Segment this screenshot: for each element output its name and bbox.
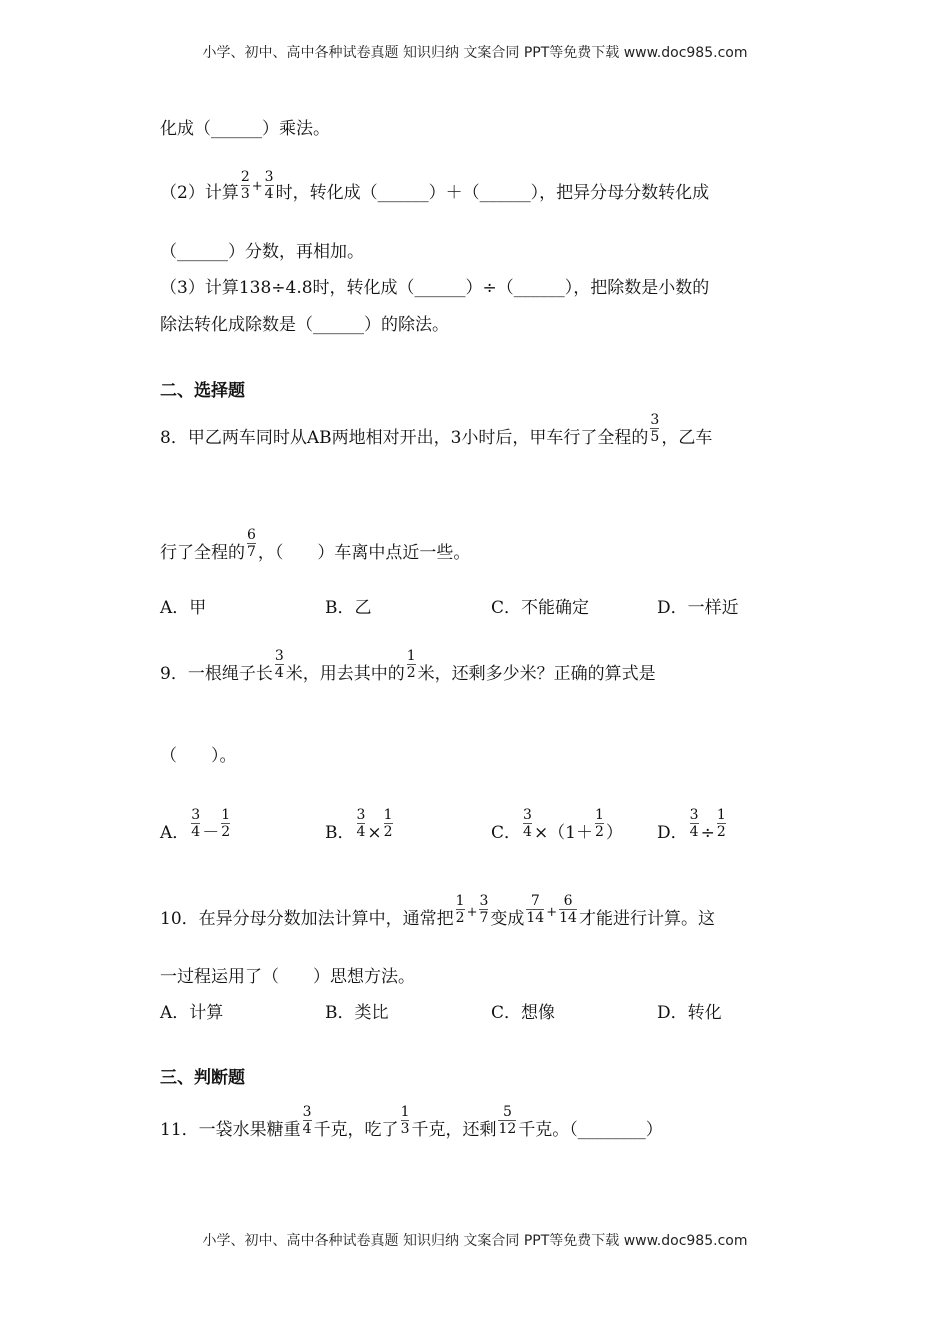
fraction: $\frac{3}{7}$ xyxy=(479,893,489,926)
fraction: $\frac{3}{4}$ xyxy=(356,807,366,840)
q10-line2: 一过程运用了（ ）思想方法。 xyxy=(160,967,415,987)
fraction: $\frac{1}{2}$ xyxy=(455,893,465,926)
q7-line1: 化成（______）乘法。 xyxy=(160,119,330,139)
q8-option-d: D．一样近 xyxy=(657,598,739,618)
q8-option-c: C．不能确定 xyxy=(491,598,590,618)
section-title-choice: 二、选择题 xyxy=(160,381,245,401)
q7-line2: （2）计算 $\frac{2}{3}$ + $\frac{3}{4}$ 时，转化成（______）＋（______），把异分母分数转化成 xyxy=(160,169,710,203)
q9-line1: 9．一根绳子长 $\frac{3}{4}$ 米，用去其中的 $\frac{1}{2}$ 米，还剩多少米？正确的算式是 xyxy=(160,648,656,684)
q9-option-c: C． $\frac{3}{4}$ ×（1＋ $\frac{1}{2}$ ） xyxy=(491,807,623,843)
fraction: $\frac{1}{3}$ xyxy=(400,1104,410,1137)
fraction: $\frac{3}{4}$ xyxy=(274,648,284,681)
q7-line3: （______）分数，再相加。 xyxy=(160,242,364,262)
q10-option-b: B．类比 xyxy=(325,1003,389,1023)
fraction: $\frac{3}{4}$ xyxy=(689,807,699,840)
fraction: $\frac{1}{2}$ xyxy=(595,807,604,840)
q8-line2: 行了全程的 $\frac{6}{7}$ ，（ ）车离中点近一些。 xyxy=(160,527,471,563)
page-footer: 小学、初中、高中各种试卷真题 知识归纳 文案合同 PPT等免费下载 www.doc985.com xyxy=(202,1233,748,1249)
fraction: $\frac{1}{2}$ xyxy=(383,807,393,840)
q11-line1: 11．一袋水果糖重 $\frac{3}{4}$ 千克，吃了 $\frac{1}{3}$ 千克，还剩 $\frac{5}{12}$ 千克。（________） xyxy=(160,1104,663,1140)
fraction: $\frac{3}{4}$ xyxy=(523,807,532,840)
q7-line4: （3）计算138÷4.8时，转化成（______）÷（______），把除数是小数的 xyxy=(160,278,710,298)
q10-option-c: C．想像 xyxy=(491,1003,556,1023)
q10-option-d: D．转化 xyxy=(657,1003,722,1023)
fraction: $\frac{3}{4}$ xyxy=(302,1104,312,1137)
fraction: $\frac{1}{2}$ xyxy=(716,807,726,840)
fraction: $\frac{5}{12}$ xyxy=(498,1104,517,1137)
fraction: $\frac{3}{4}$ xyxy=(191,807,201,840)
q9-line2: （ ）。 xyxy=(160,746,237,766)
fraction: $\frac{6}{14}$ xyxy=(559,893,577,926)
section-title-judge: 三、判断题 xyxy=(160,1068,245,1088)
q10-line1: 10．在异分母分数加法计算中，通常把 $\frac{1}{2}$ + $\frac{3}{7}$ 变成 $\frac{7}{14}$ + $\frac{6}{14}$ 才能进行计算。这 xyxy=(160,893,715,929)
q9-option-a: A． $\frac{3}{4}$ － $\frac{1}{2}$ xyxy=(160,807,231,843)
fraction: $\frac{2}{3}$ xyxy=(240,169,250,202)
fraction: $\frac{1}{2}$ xyxy=(221,807,231,840)
q10-option-a: A．计算 xyxy=(160,1003,224,1023)
fraction: $\frac{1}{2}$ xyxy=(406,648,416,681)
page-header: 小学、初中、高中各种试卷真题 知识归纳 文案合同 PPT等免费下载 www.doc985.com xyxy=(202,45,748,61)
q8-line1: 8．甲乙两车同时从AB两地相对开出，3小时后，甲车行了全程的 $\frac{3}{5}$ ，乙车 xyxy=(160,412,713,448)
q9-option-b: B． $\frac{3}{4}$ × $\frac{1}{2}$ xyxy=(325,807,393,843)
q8-option-b: B．乙 xyxy=(325,598,372,618)
fraction: $\frac{6}{7}$ xyxy=(247,527,256,560)
q9-option-d: D． $\frac{3}{4}$ ÷ $\frac{1}{2}$ xyxy=(657,807,726,843)
fraction: $\frac{3}{4}$ xyxy=(264,169,274,202)
fraction: $\frac{7}{14}$ xyxy=(526,893,545,926)
q8-option-a: A．甲 xyxy=(160,598,207,618)
fraction: $\frac{3}{5}$ xyxy=(650,412,660,445)
q7-line5: 除法转化成除数是（______）的除法。 xyxy=(160,315,449,335)
